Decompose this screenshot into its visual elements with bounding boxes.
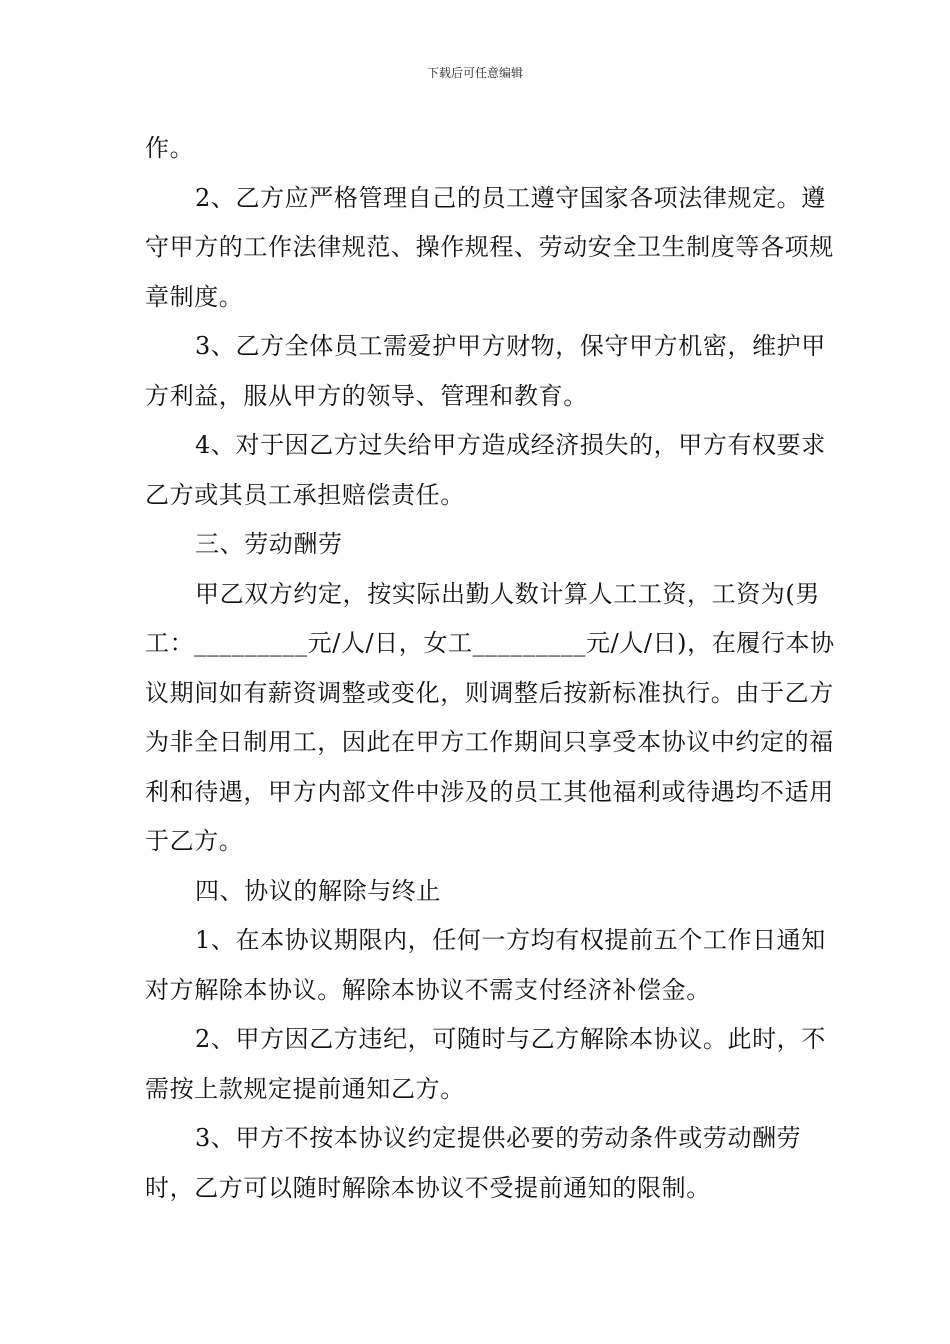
paragraph: 4、对于因乙方过失给甲方造成经济损失的，甲方有权要求乙方或其员工承担赔偿责任。 bbox=[145, 431, 826, 509]
paragraph: 3、乙方全体员工需爱护甲方财物，保守甲方机密，维护甲方利益，服从甲方的领导、管理和教育。 bbox=[145, 332, 826, 410]
section-heading: 三、劳动酬劳 bbox=[195, 530, 343, 558]
paragraph: 作。 bbox=[145, 134, 195, 162]
paragraph: 2、乙方应严格管理自己的员工遵守国家各项法律规定。遵守甲方的工作法律规范、操作规程、劳动安全卫生制度等各项规章制度。 bbox=[145, 183, 834, 311]
paragraph: 1、在本协议期限内，任何一方均有权提前五个工作日通知对方解除本协议。解除本协议不需支付经济补偿金。 bbox=[145, 926, 826, 1004]
paragraph: 3、甲方不按本协议约定提供必要的劳动条件或劳动酬劳时，乙方可以随时解除本协议不受提前通知的限制。 bbox=[145, 1124, 802, 1202]
paragraph: 2、甲方因乙方违纪，可随时与乙方解除本协议。此时，不需按上款规定提前通知乙方。 bbox=[145, 1025, 826, 1103]
page-header: 下载后可任意编辑 bbox=[426, 66, 523, 80]
paragraph: 甲乙双方约定，按实际出勤人数计算人工工资，工资为(男工：_________元/人/日，女工_________元/人/日)，在履行本协议期间如有薪资调整或变化，则调整后按新标准执行。由于乙方为非全日制用工，因此在甲方工作期间只享受本协议中约定的福利和待遇，甲方内部文件中涉及的员工其他福利或待遇均不适用于乙方。 bbox=[145, 579, 835, 855]
section-heading: 四、协议的解除与终止 bbox=[195, 876, 441, 905]
document-body bbox=[145, 124, 835, 1213]
